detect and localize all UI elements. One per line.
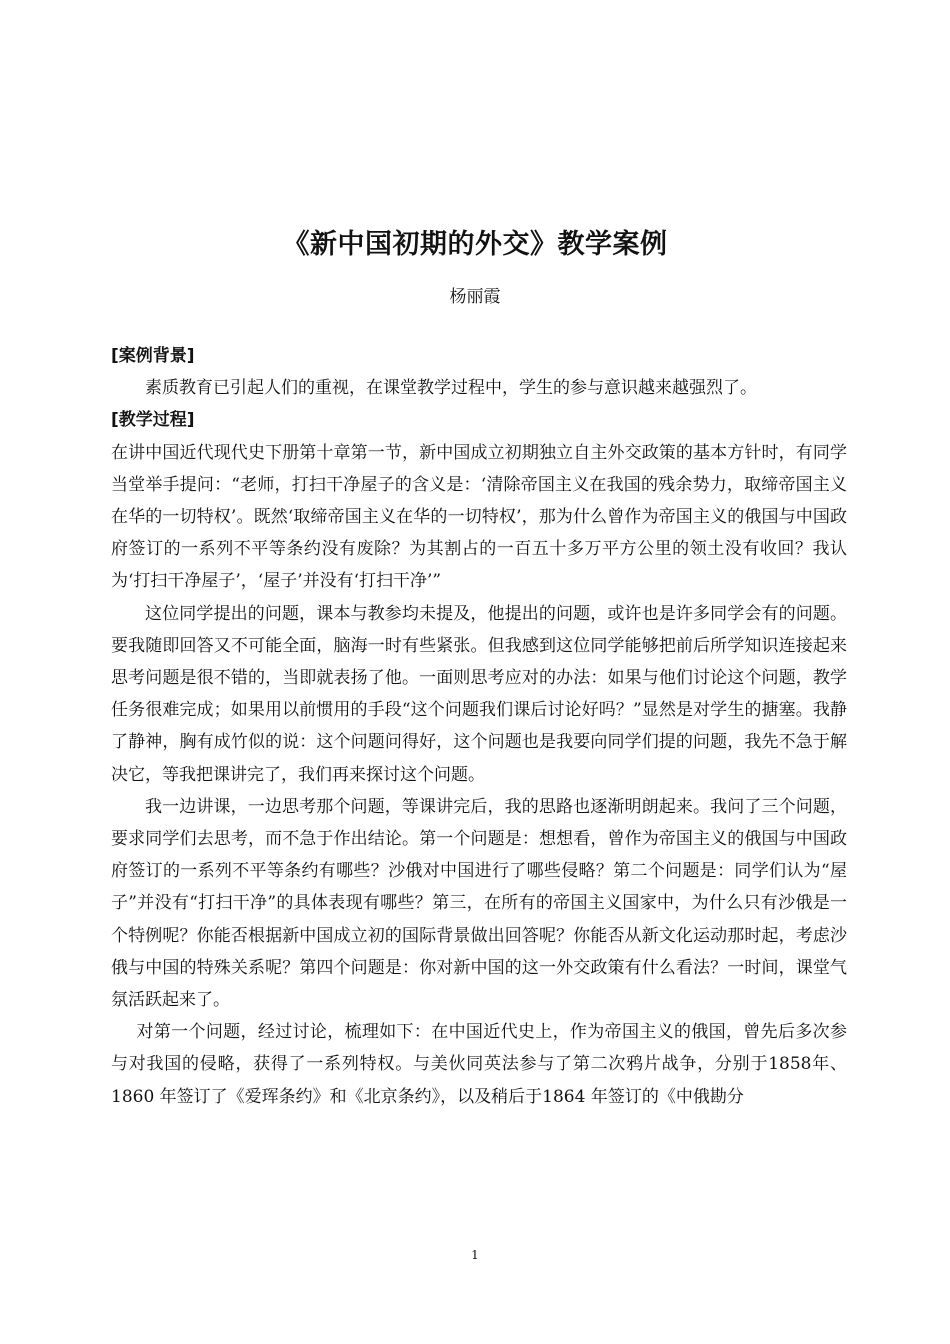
body-paragraph: 我一边讲课，一边思考那个问题，等课讲完后，我的思路也逐渐明朗起来。我问了三个问题，要求同学们去思考，而不急于作出结论。第一个问题是：想想看，曾作为帝国主义的俄国与中国政府签订的一系列不平等条约有哪些？沙俄对中国进行了哪些侵略？第二个问题是：同学们认为“屋子”并没有“打扫干净”的具体表现有哪些？第三，在所有的帝国主义国家中，为什么只有沙俄是一个特例呢？你能否根据新中国成立初的国际背景做出回答呢？你能否从新文化运动那时起，考虑沙俄与中国的特殊关系呢？第四个问题是：你对新中国的这一外交政策有什么看法？一时间，课堂气氛活跃起来了。 [111, 796, 847, 1011]
document-author: 杨丽霞 [449, 287, 501, 307]
body-paragraph: 在讲中国近代现代史下册第十章第一节，新中国成立初期独立自主外交政策的基本方针时，有同学当堂举手提问：“老师，打扫干净屋子的含义是：‘清除帝国主义在我国的残余势力，取缔帝国主义在华的一切特权’。既然‘取缔帝国主义在华的一切特权’，那为什么曾作为帝国主义的俄国与中国政府签订的一系列不平等条约没有废除？为其割占的一百五十多万平方公里的领土没有收回？我认为‘打扫干净屋子’，‘屋子’并没有‘打扫干净’” [111, 442, 847, 592]
body-paragraph: 这位同学提出的问题，课本与教参均未提及，他提出的问题，或许也是许多同学会有的问题。要我随即回答又不可能全面，脑海一时有些紧张。但我感到这位同学能够把前后所学知识连接起来思考问题是很不错的，当即就表扬了他。一面则思考应对的办法：如果与他们讨论这个问题，教学任务很难完成；如果用以前惯用的手段“这个问题我们课后讨论好吗？”显然是对学生的搪塞。我静了静神，胸有成竹似的说：这个问题问得好，这个问题也是我要向同学们提的问题，我先不急于解决它，等我把课讲完了，我们再来探讨这个问题。 [111, 603, 847, 785]
section-heading-process: [教学过程] [111, 410, 195, 431]
body-paragraph: 对第一个问题，经过讨论，梳理如下：在中国近代史上，作为帝国主义的俄国，曾先后多次参与对我国的侵略，获得了一系列特权。与美伙同英法参与了第二次鸦片战争，分别于1858年、1860 年签订了《爱珲条约》和《北京条约》，以及稍后于1864 年签订的《中俄勘分 [111, 1022, 847, 1107]
section-heading-background: [案例背景] [111, 346, 195, 366]
document-title: 《新中国初期的外交》教学案例 [282, 229, 668, 260]
background-paragraph: 素质教育已引起人们的重视，在课堂教学过程中，学生的参与意识越来越强烈了。 [145, 378, 757, 399]
document-body [111, 340, 847, 1113]
page-number: 1 [471, 1248, 479, 1262]
